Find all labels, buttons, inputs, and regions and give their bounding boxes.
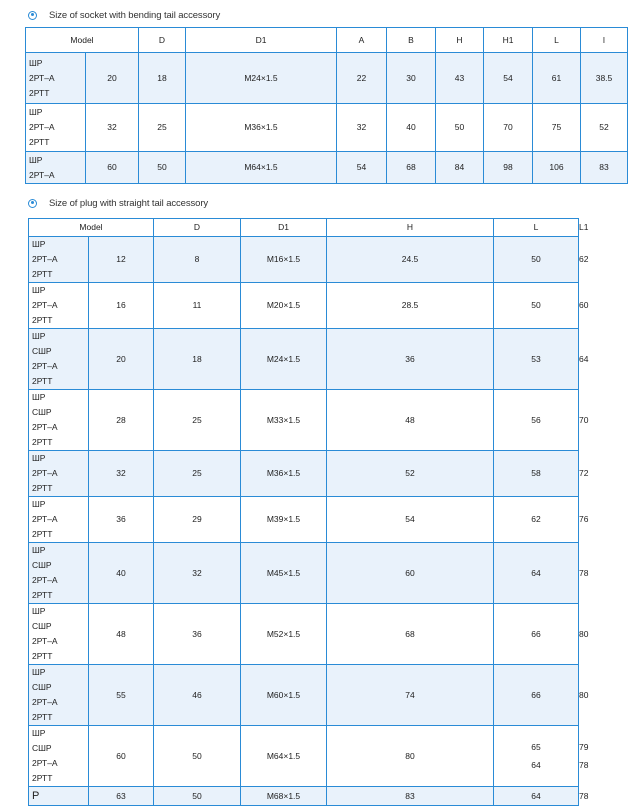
value-cell xyxy=(327,390,494,451)
value-cell xyxy=(387,104,436,152)
cell-line: 28.5 xyxy=(401,300,419,310)
value-cell xyxy=(494,726,579,787)
value-cell xyxy=(139,104,186,152)
cell-line: 56 xyxy=(531,414,541,425)
cell-line: M52×1.5 xyxy=(266,628,301,639)
cell-line: 84 xyxy=(454,162,465,172)
cell-line: 50 xyxy=(157,162,167,172)
cell-line: 36 xyxy=(405,353,415,364)
column-header: L xyxy=(494,219,579,237)
value-cell xyxy=(241,451,327,497)
model-line: СШР xyxy=(32,407,52,417)
model-cell xyxy=(26,104,86,152)
cell-line: 52 xyxy=(599,122,609,132)
cell-line: 22 xyxy=(356,72,367,83)
socket-size-table xyxy=(25,27,628,184)
model-cell xyxy=(29,329,89,390)
cell-line: 18 xyxy=(192,353,202,364)
value-cell xyxy=(154,497,241,543)
value-cell xyxy=(89,497,154,543)
model-line: СШР xyxy=(32,621,52,631)
model-cell xyxy=(29,726,89,787)
cell-line: M24×1.5 xyxy=(244,72,278,83)
cell-line: 16 xyxy=(116,300,126,310)
cell-line: 11 xyxy=(192,300,202,310)
model-cell xyxy=(29,283,89,329)
cell-line: 106 xyxy=(549,162,564,172)
column-header: Model xyxy=(26,28,139,53)
cell-line: 61 xyxy=(551,72,562,83)
value-cell xyxy=(494,283,579,329)
value-cell xyxy=(494,604,579,665)
cell-line: 55 xyxy=(116,689,126,700)
value-cell xyxy=(327,283,494,329)
model-line: 2РТ–А xyxy=(32,468,58,478)
cell-line: 20 xyxy=(116,353,126,364)
value-cell xyxy=(241,543,327,604)
model-cell xyxy=(29,787,89,806)
table-row: P 63 50 M68×1.5 83 64 78 xyxy=(29,787,579,806)
cell-line: 36 xyxy=(116,514,126,524)
model-line: 2РТ–А xyxy=(32,514,58,524)
value-cell xyxy=(154,451,241,497)
value-cell xyxy=(494,329,579,390)
cell-line: 52 xyxy=(405,468,415,478)
model-line: ШР xyxy=(32,285,46,295)
table-row xyxy=(26,104,628,152)
value-cell xyxy=(139,152,186,184)
cell-line: 32 xyxy=(192,567,202,578)
model-line: 2РТТ xyxy=(32,529,53,539)
cell-line: M36×1.5 xyxy=(244,122,278,132)
value-cell xyxy=(89,787,154,806)
cell-line: 66 xyxy=(531,628,541,639)
table-row: ШР СШР 2РТ–А 2РТТ 20 18 M24×1.5 36 53 64 xyxy=(29,329,579,390)
table-row: ШР 2РТ–А 2РТТ 32 25 M36×1.5 52 58 72 xyxy=(29,451,579,497)
value-cell xyxy=(89,726,154,787)
cell-line: 50 xyxy=(531,300,541,310)
table-row: ШР СШР 2РТ–А 2РТТ 40 32 M45×1.5 60 64 78 xyxy=(29,543,579,604)
cell-line: 43 xyxy=(454,72,465,83)
column-header: D1 xyxy=(241,219,327,237)
cell-line: 24.5 xyxy=(401,254,419,264)
cell-line: 62 xyxy=(531,514,541,524)
model-cell xyxy=(29,604,89,665)
table-row: ШР СШР 2РТ–А 2РТТ 28 25 M33×1.5 48 56 70 xyxy=(29,390,579,451)
value-cell xyxy=(154,543,241,604)
cell-line: 80 xyxy=(405,750,415,761)
value-cell xyxy=(327,543,494,604)
model-line: 2РТТ xyxy=(29,137,50,147)
value-cell xyxy=(436,104,484,152)
model-line: 2РТТ xyxy=(32,651,53,661)
model-line: 2РТТ xyxy=(32,483,53,493)
model-line: ШР xyxy=(29,154,43,165)
table-row: ШР СШР 2РТ–А 2РТТ 48 36 M52×1.5 68 66 80 xyxy=(29,604,579,665)
model-cell xyxy=(29,665,89,726)
value-cell xyxy=(154,390,241,451)
model-line: ШР xyxy=(32,728,46,738)
value-cell xyxy=(436,53,484,104)
cell-line: 20 xyxy=(107,72,117,83)
cell-line: 66 xyxy=(531,689,541,700)
cell-line: 54 xyxy=(405,514,415,524)
model-line: 2РТ–А xyxy=(32,422,58,432)
column-header: H xyxy=(327,219,494,237)
model-line: ШР xyxy=(32,453,46,463)
column-header: A xyxy=(337,28,387,53)
model-line: ШР xyxy=(32,606,46,616)
value-cell xyxy=(494,787,579,806)
cell-line: 64 xyxy=(531,760,541,770)
cell-line: M68×1.5 xyxy=(266,790,301,801)
value-cell xyxy=(241,283,327,329)
value-cell xyxy=(581,104,628,152)
value-cell xyxy=(484,53,533,104)
cell-line: 60 xyxy=(107,162,117,172)
value-cell xyxy=(89,283,154,329)
cell-line: 54 xyxy=(503,72,513,83)
value-cell xyxy=(337,104,387,152)
cell-line: M33×1.5 xyxy=(266,414,301,425)
column-header: D1 xyxy=(186,28,337,53)
value-cell xyxy=(387,152,436,184)
model-line: ШР xyxy=(32,667,46,677)
model-line: 2РТ–А xyxy=(32,300,58,310)
value-cell xyxy=(186,53,337,104)
model-line: ШР xyxy=(32,239,46,249)
section1-title: Size of socket with bending tail accessory xyxy=(49,9,221,21)
cell-line: 12 xyxy=(116,254,126,264)
cell-line: 63 xyxy=(116,790,126,801)
model-line: 2РТТ xyxy=(32,590,53,600)
model-cell xyxy=(29,451,89,497)
cell-line: 68 xyxy=(405,628,415,639)
value-cell xyxy=(327,237,494,283)
cell-line: M24×1.5 xyxy=(266,353,301,364)
model-cell xyxy=(29,237,89,283)
value-cell xyxy=(154,604,241,665)
value-cell xyxy=(241,787,327,806)
cell-line: 64 xyxy=(531,790,541,801)
model-line: ШР xyxy=(32,331,46,341)
model-line: 2РТ–А xyxy=(29,122,55,132)
column-header: B xyxy=(387,28,436,53)
cell-line: 68 xyxy=(406,162,416,172)
value-cell xyxy=(154,283,241,329)
value-cell xyxy=(154,237,241,283)
cell-line: M36×1.5 xyxy=(266,468,301,478)
section-bullet-icon xyxy=(28,11,37,20)
cell-line: 53 xyxy=(531,353,541,364)
cell-line: 32 xyxy=(356,122,367,132)
value-cell xyxy=(89,604,154,665)
model-line: 2РТТ xyxy=(32,712,53,722)
value-cell xyxy=(241,237,327,283)
model-line: 2РТТ xyxy=(32,773,53,783)
value-cell xyxy=(327,329,494,390)
model-line: 2РТ–А xyxy=(29,72,55,83)
value-cell xyxy=(89,237,154,283)
cell-line: 70 xyxy=(503,122,513,132)
model-line: СШР xyxy=(32,346,52,356)
cell-line: 48 xyxy=(405,414,415,425)
model-line: ШР xyxy=(29,57,43,68)
cell-line: M45×1.5 xyxy=(266,567,301,578)
value-cell xyxy=(494,451,579,497)
cell-line: 64 xyxy=(531,567,541,578)
cell-line: 60 xyxy=(116,750,126,761)
cell-line: 83 xyxy=(405,790,415,801)
model-line: 2РТ–А xyxy=(29,169,55,180)
value-cell xyxy=(241,726,327,787)
table-row xyxy=(26,53,628,104)
cell-line: 60 xyxy=(405,567,415,578)
cell-line: 36 xyxy=(192,628,202,639)
model-line: ШР xyxy=(29,107,43,117)
cell-line: 25 xyxy=(192,468,202,478)
model-line: 2РТ–А xyxy=(32,697,58,707)
model-line: 2РТ–А xyxy=(32,758,58,768)
value-cell xyxy=(139,53,186,104)
model-line: СШР xyxy=(32,682,52,692)
value-cell xyxy=(494,497,579,543)
model-cell xyxy=(29,497,89,543)
cell-line: 48 xyxy=(116,628,126,639)
cell-line: M39×1.5 xyxy=(266,514,301,524)
value-cell xyxy=(89,543,154,604)
value-cell xyxy=(154,329,241,390)
value-cell xyxy=(494,543,579,604)
cell-line: M20×1.5 xyxy=(266,300,301,310)
cell-line: 46 xyxy=(192,689,202,700)
model-line: 2РТТ xyxy=(29,87,50,98)
value-cell xyxy=(327,451,494,497)
cell-line: 75 xyxy=(551,122,562,132)
value-cell xyxy=(86,53,139,104)
value-cell xyxy=(241,497,327,543)
value-cell xyxy=(241,329,327,390)
value-cell xyxy=(86,104,139,152)
cell-line: M60×1.5 xyxy=(266,689,301,700)
value-cell xyxy=(89,665,154,726)
cell-line: 58 xyxy=(531,468,541,478)
model-line: СШР xyxy=(32,560,52,570)
plug-size-table xyxy=(28,218,589,806)
cell-line: M16×1.5 xyxy=(266,254,301,264)
value-cell xyxy=(241,665,327,726)
model-line: СШР xyxy=(32,743,52,753)
value-cell xyxy=(494,665,579,726)
cell-line: 32 xyxy=(116,468,126,478)
value-cell xyxy=(387,53,436,104)
value-cell xyxy=(241,604,327,665)
value-cell xyxy=(484,104,533,152)
cell-line: 83 xyxy=(599,162,609,172)
cell-line: 74 xyxy=(405,689,415,700)
model-line: 2РТ–А xyxy=(32,254,58,264)
model-cell xyxy=(29,543,89,604)
model-cell xyxy=(26,53,86,104)
value-cell xyxy=(533,53,581,104)
cell-line: 25 xyxy=(192,414,202,425)
table-row: ШР СШР 2РТ–А 2РТТ 55 46 M60×1.5 74 66 80 xyxy=(29,665,579,726)
cell-line: 25 xyxy=(157,122,167,132)
cell-line: 54 xyxy=(356,162,367,172)
value-cell xyxy=(154,787,241,806)
cell-line: 18 xyxy=(157,72,167,83)
section1-heading xyxy=(28,8,220,22)
value-cell xyxy=(241,390,327,451)
value-cell xyxy=(327,726,494,787)
column-header: H xyxy=(436,28,484,53)
value-cell xyxy=(337,152,387,184)
model-line: 2РТ–А xyxy=(32,361,58,371)
value-cell xyxy=(436,152,484,184)
value-cell xyxy=(186,152,337,184)
cell-line: 32 xyxy=(107,122,117,132)
model-line: 2РТТ xyxy=(32,376,53,386)
model-line: 2РТТ xyxy=(32,315,53,325)
cell-line: 40 xyxy=(116,567,126,578)
model-line: 2РТ–А xyxy=(32,636,58,646)
table-row: ШР 2РТ–А 2РТТ 16 11 M20×1.5 28.5 50 60 xyxy=(29,283,579,329)
cell-line: 28 xyxy=(116,414,126,425)
column-header: D xyxy=(154,219,241,237)
cell-line: 40 xyxy=(406,122,416,132)
model-cell xyxy=(26,152,86,184)
column-header: Model xyxy=(29,219,154,237)
cell-line: 29 xyxy=(192,514,202,524)
value-cell xyxy=(581,53,628,104)
value-cell xyxy=(533,104,581,152)
cell-line: 50 xyxy=(454,122,465,132)
table-row: ШР 2РТ–А 2РТТ 36 29 M39×1.5 54 62 76 xyxy=(29,497,579,543)
section2-heading xyxy=(28,196,208,210)
value-cell xyxy=(484,152,533,184)
table-row: ШР 2РТ–А 2РТТ 12 8 M16×1.5 24.5 50 62 xyxy=(29,237,579,283)
value-cell xyxy=(327,497,494,543)
value-cell xyxy=(186,104,337,152)
model-line: 2РТТ xyxy=(32,437,53,447)
cell-line: 8 xyxy=(194,254,200,264)
cell-line: M64×1.5 xyxy=(266,750,301,761)
value-cell xyxy=(89,451,154,497)
value-cell xyxy=(327,604,494,665)
cell-line: 50 xyxy=(192,750,202,761)
column-header: H1 xyxy=(484,28,533,53)
value-cell xyxy=(154,726,241,787)
section2-title: Size of plug with straight tail accessory xyxy=(49,197,209,209)
value-cell xyxy=(494,390,579,451)
table-header-row: Model D D1 H L L1 xyxy=(29,219,579,237)
value-cell xyxy=(327,665,494,726)
column-header: l xyxy=(581,28,628,53)
value-cell xyxy=(337,53,387,104)
table-row: ШР СШР 2РТ–А 2РТТ 60 50 M64×1.5 80 65 64 79 78 xyxy=(29,726,579,787)
cell-line: M64×1.5 xyxy=(244,162,278,172)
cell-line: 30 xyxy=(406,72,416,83)
value-cell xyxy=(327,787,494,806)
value-cell xyxy=(154,665,241,726)
cell-line: 98 xyxy=(503,162,513,172)
column-header: L xyxy=(533,28,581,53)
cell-line: 65 xyxy=(531,742,541,752)
value-cell xyxy=(86,152,139,184)
model-line: P xyxy=(32,789,40,802)
model-line: ШР xyxy=(32,392,46,402)
model-line: 2РТ–А xyxy=(32,575,58,585)
value-cell xyxy=(89,329,154,390)
model-line: 2РТТ xyxy=(32,269,53,279)
section-bullet-icon xyxy=(28,199,37,208)
cell-line: 50 xyxy=(531,254,541,264)
value-cell xyxy=(494,237,579,283)
cell-line: 50 xyxy=(192,790,202,801)
model-cell xyxy=(29,390,89,451)
value-cell xyxy=(89,390,154,451)
cell-line: 38.5 xyxy=(595,72,613,83)
model-line: ШР xyxy=(32,545,46,555)
value-cell xyxy=(533,152,581,184)
model-line: ШР xyxy=(32,499,46,509)
table-header-row xyxy=(26,28,628,53)
column-header: D xyxy=(139,28,186,53)
value-cell xyxy=(581,152,628,184)
table-row xyxy=(26,152,628,184)
